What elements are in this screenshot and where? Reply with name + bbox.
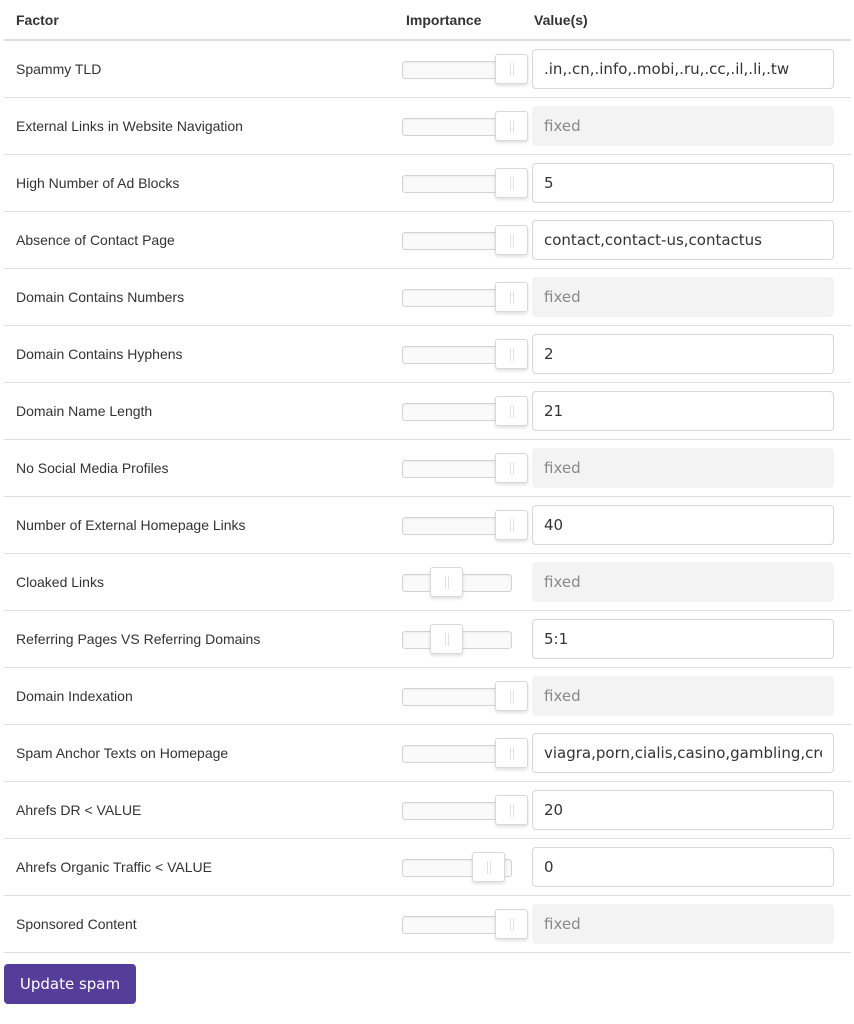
table-row xyxy=(4,439,851,496)
slider-handle[interactable] xyxy=(430,624,463,654)
importance-cell xyxy=(398,553,532,610)
value-input[interactable] xyxy=(532,847,834,887)
header-factor: Factor xyxy=(4,0,398,40)
importance-cell xyxy=(398,838,532,895)
slider-handle[interactable] xyxy=(495,339,528,369)
value-cell xyxy=(532,40,851,97)
table-row xyxy=(4,154,851,211)
slider-handle[interactable] xyxy=(472,852,505,882)
factor-label: No Social Media Profiles xyxy=(4,439,398,496)
importance-slider[interactable] xyxy=(402,282,528,312)
importance-cell xyxy=(398,40,532,97)
importance-slider[interactable] xyxy=(402,168,528,198)
slider-handle[interactable] xyxy=(495,396,528,426)
slider-handle[interactable] xyxy=(495,681,528,711)
header-importance: Importance xyxy=(398,0,532,40)
value-input[interactable] xyxy=(532,391,834,431)
importance-cell xyxy=(398,97,532,154)
slider-handle[interactable] xyxy=(495,909,528,939)
factor-label: Spammy TLD xyxy=(4,40,398,97)
importance-slider[interactable] xyxy=(402,795,528,825)
importance-slider[interactable] xyxy=(402,396,528,426)
table-row xyxy=(4,268,851,325)
table-row xyxy=(4,325,851,382)
importance-cell xyxy=(398,781,532,838)
value-cell xyxy=(532,496,851,553)
factor-label: Ahrefs DR < VALUE xyxy=(4,781,398,838)
slider-handle[interactable] xyxy=(495,453,528,483)
value-cell xyxy=(532,781,851,838)
table-row xyxy=(4,667,851,724)
factor-label: Spam Anchor Texts on Homepage xyxy=(4,724,398,781)
importance-slider[interactable] xyxy=(402,681,528,711)
importance-slider[interactable] xyxy=(402,624,528,654)
slider-handle[interactable] xyxy=(495,225,528,255)
importance-slider[interactable] xyxy=(402,453,528,483)
table-header-row xyxy=(4,0,851,40)
value-input[interactable] xyxy=(532,790,834,830)
value-input[interactable] xyxy=(532,334,834,374)
importance-slider[interactable] xyxy=(402,510,528,540)
importance-slider[interactable] xyxy=(402,111,528,141)
value-input[interactable] xyxy=(532,49,834,89)
table-row xyxy=(4,382,851,439)
value-input[interactable] xyxy=(532,163,834,203)
importance-cell xyxy=(398,154,532,211)
value-input xyxy=(532,277,834,317)
importance-cell xyxy=(398,325,532,382)
table-row xyxy=(4,97,851,154)
importance-slider[interactable] xyxy=(402,852,528,882)
factor-label: Domain Contains Numbers xyxy=(4,268,398,325)
importance-slider[interactable] xyxy=(402,225,528,255)
importance-cell xyxy=(398,496,532,553)
importance-cell xyxy=(398,382,532,439)
table-row xyxy=(4,40,851,97)
value-input xyxy=(532,448,834,488)
slider-handle[interactable] xyxy=(495,282,528,312)
importance-slider[interactable] xyxy=(402,909,528,939)
value-cell xyxy=(532,382,851,439)
importance-slider[interactable] xyxy=(402,567,528,597)
value-input[interactable] xyxy=(532,505,834,545)
value-input xyxy=(532,562,834,602)
factor-label: Cloaked Links xyxy=(4,553,398,610)
importance-slider[interactable] xyxy=(402,339,528,369)
value-cell xyxy=(532,838,851,895)
value-input[interactable] xyxy=(532,220,834,260)
slider-handle[interactable] xyxy=(495,54,528,84)
table-row xyxy=(4,553,851,610)
table-row xyxy=(4,895,851,952)
factor-label: Domain Contains Hyphens xyxy=(4,325,398,382)
factor-label: Number of External Homepage Links xyxy=(4,496,398,553)
value-cell xyxy=(532,553,851,610)
update-spam-button[interactable]: Update spam xyxy=(4,964,136,1004)
factor-label: Referring Pages VS Referring Domains xyxy=(4,610,398,667)
value-input xyxy=(532,106,834,146)
table-row xyxy=(4,838,851,895)
factor-label: Absence of Contact Page xyxy=(4,211,398,268)
value-input[interactable] xyxy=(532,619,834,659)
importance-cell xyxy=(398,724,532,781)
importance-cell xyxy=(398,610,532,667)
value-input xyxy=(532,904,834,944)
header-values: Value(s) xyxy=(532,0,851,40)
table-row xyxy=(4,724,851,781)
value-cell xyxy=(532,667,851,724)
slider-handle[interactable] xyxy=(495,795,528,825)
value-cell xyxy=(532,895,851,952)
factor-label: Domain Indexation xyxy=(4,667,398,724)
table-row xyxy=(4,610,851,667)
factor-label: Sponsored Content xyxy=(4,895,398,952)
factor-label: Ahrefs Organic Traffic < VALUE xyxy=(4,838,398,895)
value-input[interactable] xyxy=(532,733,834,773)
slider-handle[interactable] xyxy=(495,168,528,198)
value-cell xyxy=(532,97,851,154)
factor-label: External Links in Website Navigation xyxy=(4,97,398,154)
slider-handle[interactable] xyxy=(430,567,463,597)
factor-label: Domain Name Length xyxy=(4,382,398,439)
importance-slider[interactable] xyxy=(402,738,528,768)
value-input xyxy=(532,676,834,716)
value-cell xyxy=(532,211,851,268)
importance-slider[interactable] xyxy=(402,54,528,84)
importance-cell xyxy=(398,211,532,268)
importance-cell xyxy=(398,667,532,724)
value-cell xyxy=(532,325,851,382)
table-row xyxy=(4,211,851,268)
value-cell xyxy=(532,610,851,667)
slider-handle[interactable] xyxy=(495,738,528,768)
slider-handle[interactable] xyxy=(495,510,528,540)
importance-cell xyxy=(398,439,532,496)
spam-factors-table xyxy=(4,0,851,953)
factor-label: High Number of Ad Blocks xyxy=(4,154,398,211)
value-cell xyxy=(532,268,851,325)
table-row xyxy=(4,496,851,553)
value-cell xyxy=(532,154,851,211)
value-cell xyxy=(532,439,851,496)
importance-cell xyxy=(398,268,532,325)
value-cell xyxy=(532,724,851,781)
importance-cell xyxy=(398,895,532,952)
slider-handle[interactable] xyxy=(495,111,528,141)
table-row xyxy=(4,781,851,838)
